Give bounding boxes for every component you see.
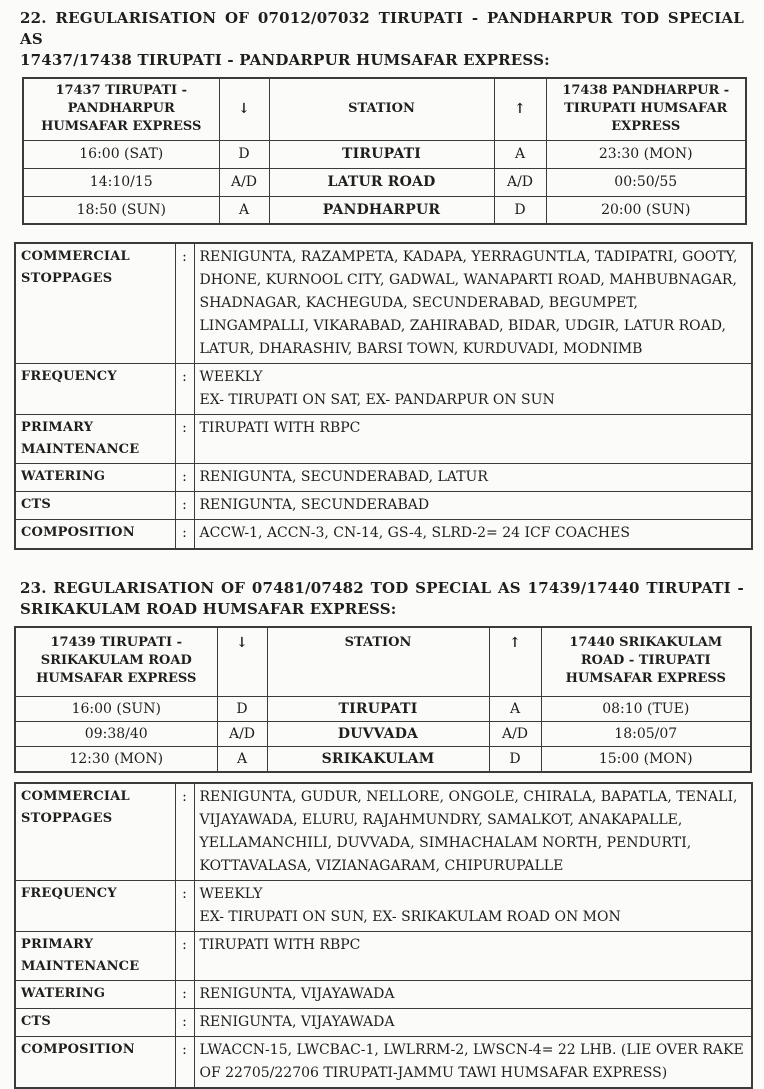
station-cell: LATUR ROAD — [269, 168, 494, 196]
direction-column-header — [494, 78, 546, 140]
detail-value — [194, 931, 752, 980]
detail-value-line: EX- TIRUPATI ON SUN, EX- SRIKAKULAM ROAD ON MON — [199, 908, 621, 925]
details-row-watering — [15, 980, 752, 1008]
details-row-composition — [15, 520, 752, 549]
arr-dep-cell: A/D — [217, 722, 267, 747]
timetable-header-row — [23, 78, 746, 140]
timetable-row — [23, 140, 746, 168]
details-row-cts — [15, 492, 752, 520]
detail-value — [194, 464, 752, 492]
detail-value-line: RENIGUNTA, VIJAYAWADA — [199, 985, 395, 1002]
detail-value-line: WEEKLY — [199, 369, 263, 385]
train-down-header: 17439 TIRUPATI - SRIKAKULAM ROAD HUMSAFAR EXPRESS — [15, 627, 217, 697]
time-cell: 14:10/15 — [23, 168, 219, 196]
arr-dep-cell: D — [219, 140, 269, 168]
details-row-primary-maintenance — [15, 931, 752, 980]
details-23 — [14, 782, 753, 1089]
time-cell: 00:50/55 — [546, 168, 746, 196]
direction-column-header — [217, 627, 267, 697]
details-row-watering — [15, 464, 752, 492]
detail-value — [194, 415, 752, 464]
heading-line: 22. REGULARISATION OF 07012/07032 TIRUPATI - PANDHARPUR TOD SPECIAL AS — [20, 9, 744, 48]
time-cell: 18:50 (SUN) — [23, 196, 219, 224]
heading-line: 17437/17438 TIRUPATI - PANDARPUR HUMSAFAR EXPRESS: — [20, 51, 550, 69]
details-row-frequency — [15, 880, 752, 931]
train-down-header: 17437 TIRUPATI - PANDHARPUR HUMSAFAR EXPRESS — [23, 78, 219, 140]
detail-value — [194, 520, 752, 549]
detail-label: FREQUENCY — [15, 364, 175, 415]
time-cell: 08:10 (TUE) — [541, 697, 751, 722]
arr-dep-cell: D — [489, 747, 541, 772]
detail-value — [194, 1036, 752, 1088]
detail-value-line: LINGAMPALLI, VIKARABAD, ZAHIRABAD, BIDAR, UDGIR, LATUR ROAD, — [199, 318, 726, 334]
station-cell: TIRUPATI — [267, 697, 489, 722]
detail-label: COMMERCIAL STOPPAGES — [15, 243, 175, 364]
arr-dep-cell: D — [494, 196, 546, 224]
detail-value-line: SHADNAGAR, KACHEGUDA, SECUNDERABAD, BEGUMPET, — [199, 295, 638, 311]
details-22 — [14, 242, 753, 550]
colon-separator: : — [175, 492, 194, 520]
timetable-row — [15, 747, 751, 772]
colon-separator: : — [175, 520, 194, 549]
timetable-22 — [22, 77, 747, 225]
timetable-23 — [14, 626, 752, 773]
timetable-row — [15, 697, 751, 722]
colon-separator: : — [175, 364, 194, 415]
up-arrow-icon: ↑ — [514, 100, 526, 117]
detail-value — [194, 364, 752, 415]
direction-column-header — [489, 627, 541, 697]
details-row-commercial-stoppages — [15, 783, 752, 881]
train-up-header: 17438 PANDHARPUR - TIRUPATI HUMSAFAR EXPRESS — [546, 78, 746, 140]
down-arrow-icon: ↓ — [236, 634, 248, 651]
direction-column-header — [219, 78, 269, 140]
detail-value-line: WEEKLY — [199, 885, 263, 902]
detail-label: CTS — [15, 492, 175, 520]
section-22 — [0, 8, 764, 550]
timetable-row — [15, 722, 751, 747]
colon-separator: : — [175, 415, 194, 464]
arr-dep-cell: A — [217, 747, 267, 772]
detail-value-line: TIRUPATI WITH RBPC — [199, 420, 361, 436]
colon-separator: : — [175, 1036, 194, 1088]
heading-line: 23. REGULARISATION OF 07481/07482 TOD SPECIAL AS 17439/17440 TIRUPATI - — [20, 578, 744, 597]
arr-dep-cell: A/D — [489, 722, 541, 747]
detail-value-line: LWACCN-15, LWCBAC-1, LWLRRM-2, LWSCN-4= 22 LHB. (LIE OVER RAKE — [199, 1041, 744, 1058]
section-23 — [0, 578, 764, 1089]
detail-label: WATERING — [15, 464, 175, 492]
arr-dep-cell: A — [219, 196, 269, 224]
section-23-heading — [20, 578, 744, 620]
time-cell: 16:00 (SAT) — [23, 140, 219, 168]
detail-label: CTS — [15, 1008, 175, 1036]
detail-value — [194, 243, 752, 364]
colon-separator: : — [175, 783, 194, 881]
station-column-header: STATION — [269, 78, 494, 140]
details-row-frequency — [15, 364, 752, 415]
detail-value-line: OF 22705/22706 TIRUPATI-JAMMU TAWI HUMSAFAR EXPRESS) — [199, 1064, 668, 1081]
station-cell: PANDHARPUR — [269, 196, 494, 224]
detail-value-line: RENIGUNTA, SECUNDERABAD — [199, 497, 430, 513]
station-cell: SRIKAKULAM — [267, 747, 489, 772]
train-up-header: 17440 SRIKAKULAM ROAD - TIRUPATI HUMSAFAR EXPRESS — [541, 627, 751, 697]
colon-separator: : — [175, 931, 194, 980]
colon-separator: : — [175, 880, 194, 931]
detail-value-line: LATUR, DHARASHIV, BARSI TOWN, KURDUVADI, MODNIMB — [199, 341, 643, 357]
timetable-row — [23, 196, 746, 224]
colon-separator: : — [175, 980, 194, 1008]
detail-value-line: RENIGUNTA, RAZAMPETA, KADAPA, YERRAGUNTLA, TADIPATRI, GOOTY, — [199, 249, 738, 265]
detail-label: FREQUENCY — [15, 880, 175, 931]
detail-label: PRIMARY MAINTENANCE — [15, 931, 175, 980]
detail-value — [194, 880, 752, 931]
colon-separator: : — [175, 243, 194, 364]
down-arrow-icon: ↓ — [238, 100, 250, 117]
arr-dep-cell: A — [489, 697, 541, 722]
time-cell: 15:00 (MON) — [541, 747, 751, 772]
details-row-composition — [15, 1036, 752, 1088]
time-cell: 12:30 (MON) — [15, 747, 217, 772]
station-cell: DUVVADA — [267, 722, 489, 747]
detail-value — [194, 783, 752, 881]
detail-value-line: EX- TIRUPATI ON SAT, EX- PANDARPUR ON SUN — [199, 392, 555, 408]
time-cell: 09:38/40 — [15, 722, 217, 747]
detail-value-line: RENIGUNTA, GUDUR, NELLORE, ONGOLE, CHIRALA, BAPATLA, TENALI, — [199, 788, 738, 805]
section-22-heading — [20, 8, 744, 71]
time-cell: 18:05/07 — [541, 722, 751, 747]
detail-value-line: KOTTAVALASA, VIZIANAGARAM, CHIPURUPALLE — [199, 857, 564, 874]
timetable-header-row — [15, 627, 751, 697]
arr-dep-cell: A/D — [494, 168, 546, 196]
detail-label: COMPOSITION — [15, 520, 175, 549]
detail-value-line: VIJAYAWADA, ELURU, RAJAHMUNDRY, SAMALKOT, ANAKAPALLE, — [199, 811, 683, 828]
station-cell: TIRUPATI — [269, 140, 494, 168]
detail-label: COMPOSITION — [15, 1036, 175, 1088]
detail-value — [194, 1008, 752, 1036]
time-cell: 20:00 (SUN) — [546, 196, 746, 224]
detail-value-line: RENIGUNTA, VIJAYAWADA — [199, 1013, 395, 1030]
details-row-primary-maintenance — [15, 415, 752, 464]
arr-dep-cell: D — [217, 697, 267, 722]
heading-line: SRIKAKULAM ROAD HUMSAFAR EXPRESS: — [20, 599, 397, 618]
detail-label: COMMERCIAL STOPPAGES — [15, 783, 175, 881]
station-column-header: STATION — [267, 627, 489, 697]
time-cell: 16:00 (SUN) — [15, 697, 217, 722]
arr-dep-cell: A — [494, 140, 546, 168]
details-row-commercial-stoppages — [15, 243, 752, 364]
up-arrow-icon: ↑ — [509, 634, 521, 651]
detail-value — [194, 980, 752, 1008]
detail-value-line: TIRUPATI WITH RBPC — [199, 936, 361, 953]
detail-value-line: DHONE, KURNOOL CITY, GADWAL, WANAPARTI ROAD, MAHBUBNAGAR, — [199, 272, 737, 288]
timetable-row — [23, 168, 746, 196]
colon-separator: : — [175, 1008, 194, 1036]
arr-dep-cell: A/D — [219, 168, 269, 196]
colon-separator: : — [175, 464, 194, 492]
detail-value-line: RENIGUNTA, SECUNDERABAD, LATUR — [199, 469, 488, 485]
time-cell: 23:30 (MON) — [546, 140, 746, 168]
details-row-cts — [15, 1008, 752, 1036]
detail-value-line: YELLAMANCHILI, DUVVADA, SIMHACHALAM NORTH, PENDURTI, — [199, 834, 692, 851]
detail-label: WATERING — [15, 980, 175, 1008]
detail-label: PRIMARY MAINTENANCE — [15, 415, 175, 464]
detail-value — [194, 492, 752, 520]
detail-value-line: ACCW-1, ACCN-3, CN-14, GS-4, SLRD-2= 24 ICF COACHES — [199, 525, 630, 541]
